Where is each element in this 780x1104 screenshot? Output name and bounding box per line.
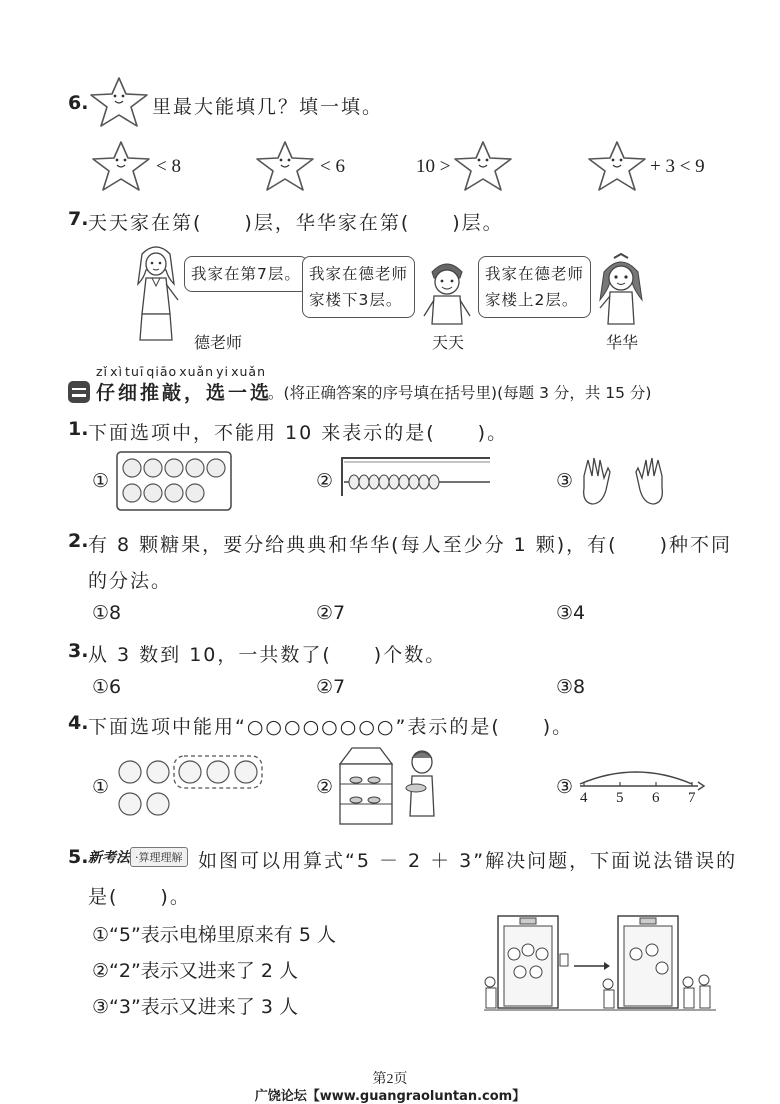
p5-badge-new: 新考法 — [88, 850, 130, 866]
huahua-illustration — [594, 252, 648, 328]
pinyin-3: tuī — [125, 364, 145, 379]
p4-number: 4. — [68, 712, 89, 734]
p2-text-line2: 的分法。 — [88, 570, 173, 592]
two-hands-icon — [578, 454, 668, 508]
name-tiantian: 天天 — [432, 333, 465, 352]
p1-option1-marker[interactable]: ① — [92, 470, 110, 492]
name-huahua: 华华 — [606, 333, 639, 352]
smiley-faces-icon — [114, 752, 266, 824]
p5-option3[interactable]: ③“3”表示又进来了 3 人 — [92, 996, 298, 1018]
p3-option3[interactable]: ③8 — [556, 676, 586, 698]
p3-text: 从 3 数到 10，一共数了( )个数。 — [88, 644, 447, 666]
pinyin-6: yi — [216, 364, 230, 379]
ten-frame-icon — [116, 451, 232, 511]
p1-option2-marker[interactable]: ② — [316, 470, 334, 492]
q7-text: 天天家在第( )层，华华家在第( )层。 — [88, 212, 504, 234]
section2-pinyin — [96, 364, 266, 379]
teacher-illustration — [128, 244, 184, 344]
p3-number: 3. — [68, 640, 89, 662]
p4-text: 下面选项中能用“○○○○○○○○”表示的是( )。 — [88, 716, 574, 738]
q6-prompt: 里最大能填几？填一填。 — [152, 96, 384, 118]
bubble-tiantian-line2: 家楼下3层。 — [309, 291, 403, 309]
bubble-huahua-line2: 家楼上2层。 — [485, 291, 579, 309]
q7-number: 7. — [68, 208, 89, 230]
p5-text-line1: 如图可以用算式“5 － 2 ＋ 3”解决问题，下面说法错误的 — [198, 850, 738, 872]
number-line-icon — [576, 764, 706, 800]
name-teacher: 德老师 — [194, 333, 243, 352]
star-blank-4[interactable] — [586, 140, 648, 192]
section2-note: 。(将正确答案的序号填在括号里)(每题 3 分，共 15 分) — [268, 384, 652, 402]
pinyin-7: xuǎn — [231, 364, 266, 379]
q6-item4-right: + 3 < 9 — [650, 156, 705, 177]
p5-badge-label: ·算理理解 — [130, 847, 188, 867]
bubble-teacher-line1: 我家在第7层。 — [191, 265, 301, 283]
pinyin-5: xuǎn — [179, 364, 215, 379]
p5-option2[interactable]: ②“2”表示又进来了 2 人 — [92, 960, 298, 982]
number-line-label-6: 6 — [652, 790, 660, 806]
section2-title: 仔细推敲，选一选 — [96, 382, 273, 404]
star-blank-3[interactable] — [452, 140, 514, 192]
speech-bubble-huahua — [478, 256, 591, 318]
page-number: 第2页 — [372, 1072, 408, 1087]
abacus-icon — [340, 454, 492, 498]
pinyin-4: qiāo — [146, 364, 178, 379]
q6-item2-right: < 6 — [320, 156, 345, 177]
p4-option3-marker[interactable]: ③ — [556, 776, 574, 798]
q6-number: 6. — [68, 92, 89, 114]
p5-number: 5. — [68, 846, 89, 868]
p5-badge — [88, 847, 188, 867]
p2-number: 2. — [68, 530, 89, 552]
p3-option1[interactable]: ①6 — [92, 676, 122, 698]
tiantian-illustration — [420, 258, 474, 328]
p5-text-line2: 是( )。 — [88, 886, 191, 908]
p2-option2[interactable]: ②7 — [316, 602, 346, 624]
p1-option3-marker[interactable]: ③ — [556, 470, 574, 492]
star-blank-2[interactable] — [254, 140, 316, 192]
number-line-label-7: 7 — [688, 790, 696, 806]
speech-bubble-teacher — [184, 256, 308, 292]
star-blank-1[interactable] — [90, 140, 152, 192]
q6-item3-left: 10 > — [416, 156, 451, 177]
p2-option3[interactable]: ③4 — [556, 602, 586, 624]
number-line-label-4: 4 — [580, 790, 588, 806]
bubble-tiantian-line1: 我家在德老师 — [309, 265, 409, 283]
pinyin-1: zǐ — [96, 364, 109, 379]
bakery-display-icon — [336, 744, 446, 828]
q6-item1-right: < 8 — [156, 156, 181, 177]
p2-option1[interactable]: ①8 — [92, 602, 122, 624]
p1-number: 1. — [68, 418, 89, 440]
bubble-huahua-line1: 我家在德老师 — [485, 265, 585, 283]
p4-option2-marker[interactable]: ② — [316, 776, 334, 798]
star-icon — [88, 76, 150, 128]
section2-badge-icon — [68, 381, 90, 403]
number-line-label-5: 5 — [616, 790, 624, 806]
p1-text: 下面选项中，不能用 10 来表示的是( )。 — [88, 422, 509, 444]
p5-option1[interactable]: ①“5”表示电梯里原来有 5 人 — [92, 924, 336, 946]
pinyin-2: xì — [110, 364, 123, 379]
p4-option1-marker[interactable]: ① — [92, 776, 110, 798]
speech-bubble-tiantian — [302, 256, 415, 318]
p2-text-line1: 有 8 颗糖果，要分给典典和华华(每人至少分 1 颗)，有( )种不同 — [88, 534, 732, 556]
footer-site: 广饶论坛【www.guangraoluntan.com】 — [254, 1089, 526, 1104]
p3-option2[interactable]: ②7 — [316, 676, 346, 698]
elevator-illustration — [484, 910, 716, 1020]
